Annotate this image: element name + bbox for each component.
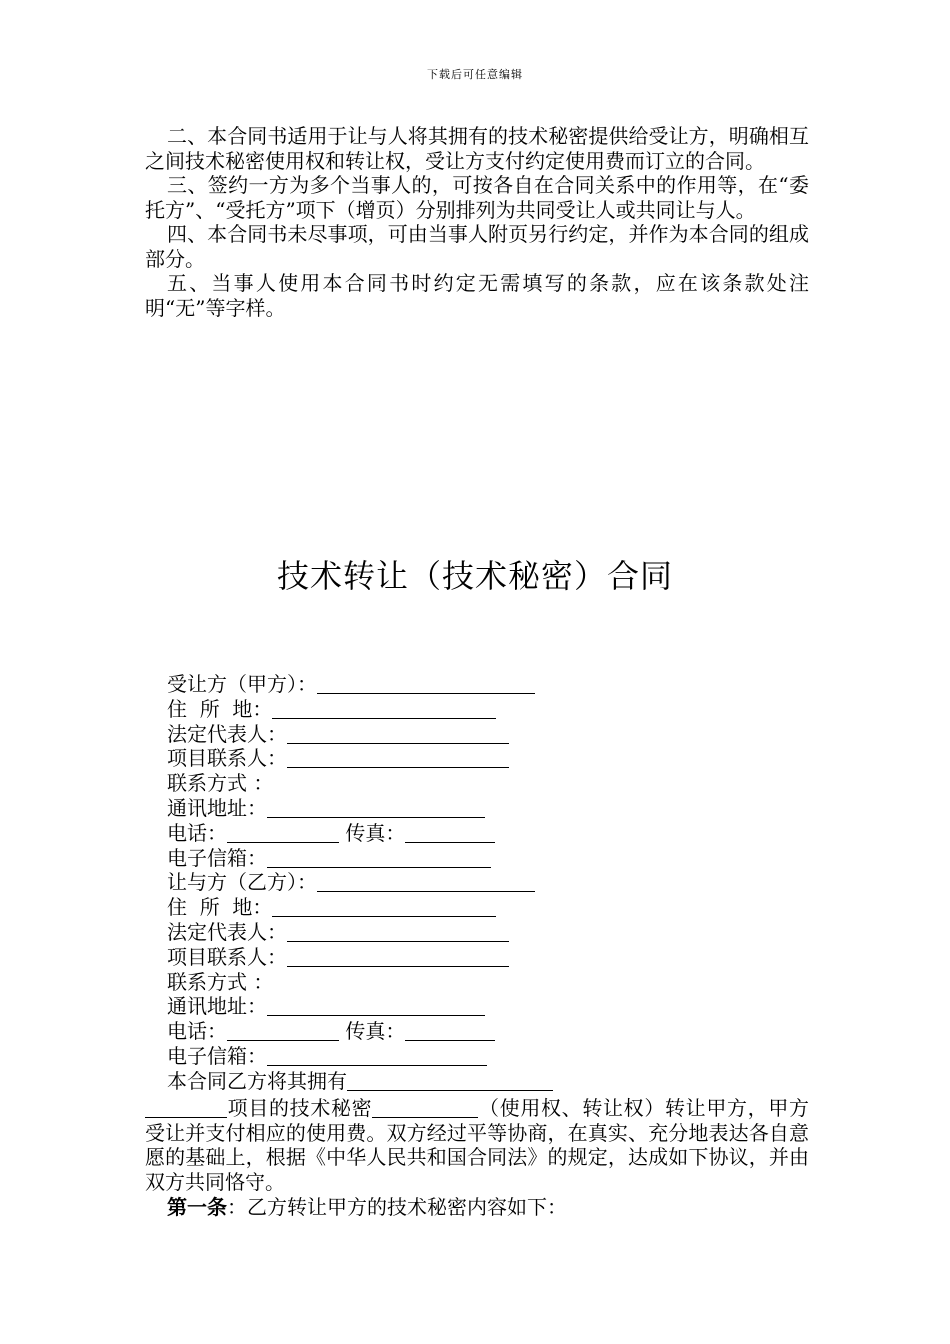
party-a-email-label: 电子信箱： xyxy=(167,845,267,870)
party-a-mail-address-label: 通讯地址： xyxy=(167,795,267,820)
party-b-address-field[interactable] xyxy=(272,897,496,917)
party-b-email-field[interactable] xyxy=(267,1046,487,1066)
article-1-text: ：乙方转让甲方的技术秘密内容如下： xyxy=(227,1195,567,1219)
party-a-address-label: 住 所 地： xyxy=(167,696,273,721)
party-b-phone-field[interactable] xyxy=(227,1021,339,1041)
party-a-email-field[interactable] xyxy=(267,848,491,868)
article-1-label: 第一条 xyxy=(167,1195,227,1219)
contract-body xyxy=(145,1096,809,1194)
party-b-fax-field[interactable] xyxy=(405,1021,495,1041)
party-a-phone-fax-row xyxy=(167,821,807,846)
intro-text: 本合同乙方将其拥有 xyxy=(167,1068,347,1093)
party-b-contact-person-row xyxy=(167,945,807,970)
party-b-contact-method-row xyxy=(167,970,807,995)
body-paragraph xyxy=(145,1096,809,1194)
note-item: 四、本合同书未尽事项，可由当事人附页另行约定，并作为本合同的组成部分。 xyxy=(145,222,809,271)
body-text-a: 项目的技术秘密 xyxy=(227,1096,373,1120)
party-info-form xyxy=(167,672,807,1094)
party-b-contact-person-label: 项目联系人： xyxy=(167,944,287,969)
party-a-heading: 受让方（甲方）： xyxy=(167,672,317,696)
party-b-fax-label: 传真： xyxy=(345,1019,406,1044)
body-text-b: （使用权、转让权）转让甲方，甲方受让并支付相应的使用费。双方经过平等协商，在真实、充分地表达各自意愿的基础上，根据《中华人民共和国合同法》的规定，达成如下协议，并由双方共同恪守。 xyxy=(145,1096,810,1194)
intro-row xyxy=(167,1069,807,1094)
party-b-contact-method-label: 联系方式 ： xyxy=(167,969,274,994)
party-a-contact-person-row xyxy=(167,746,807,771)
party-a-legal-rep-label: 法定代表人： xyxy=(167,721,287,746)
party-b-phone-label: 电话： xyxy=(167,1019,227,1044)
party-a-contact-method-row xyxy=(167,771,807,796)
note-item: 二、本合同书适用于让与人将其拥有的技术秘密提供给受让方，明确相互之间技术秘密使用权和转让权，受让方支付约定使用费而订立的合同。 xyxy=(145,124,809,173)
party-a-mail-address-field[interactable] xyxy=(267,798,485,818)
party-a-heading-row xyxy=(167,672,807,697)
right-type-field[interactable] xyxy=(372,1098,478,1118)
note-item: 三、签约一方为多个当事人的，可按各自在合同关系中的作用等，在“委托方”、“受托方”项下（增页）分别排列为共同受让人或共同让与人。 xyxy=(145,173,809,222)
party-a-fax-field[interactable] xyxy=(405,823,495,843)
party-b-phone-fax-row xyxy=(167,1019,807,1044)
party-b-email-row xyxy=(167,1044,807,1069)
contract-title: 技术转让（技术秘密）合同 xyxy=(276,557,673,595)
party-b-address-row xyxy=(167,895,807,920)
note-item: 五、当事人使用本合同书时约定无需填写的条款，应在该条款处注明“无”等字样。 xyxy=(145,271,809,320)
instruction-notes xyxy=(145,124,809,320)
project-name-field[interactable] xyxy=(145,1098,227,1118)
party-b-mail-address-field[interactable] xyxy=(267,996,485,1016)
party-b-email-label: 电子信箱： xyxy=(167,1043,267,1068)
party-a-legal-rep-field[interactable] xyxy=(287,724,509,744)
party-a-contact-method-label: 联系方式 ： xyxy=(167,771,274,796)
party-a-mail-address-row xyxy=(167,796,807,821)
party-a-address-field[interactable] xyxy=(272,699,496,719)
party-a-email-row xyxy=(167,846,807,871)
party-b-contact-person-field[interactable] xyxy=(287,947,509,967)
page-header: 下载后可任意编辑 xyxy=(427,68,523,81)
party-b-mail-address-row xyxy=(167,994,807,1019)
owned-item-field[interactable] xyxy=(347,1071,553,1091)
party-a-phone-label: 电话： xyxy=(167,820,227,845)
party-b-legal-rep-label: 法定代表人： xyxy=(167,919,287,944)
party-b-mail-address-label: 通讯地址： xyxy=(167,994,267,1019)
party-a-phone-field[interactable] xyxy=(227,823,339,843)
party-a-fax-label: 传真： xyxy=(345,820,406,845)
party-b-name-field[interactable] xyxy=(317,872,535,892)
party-b-heading-row xyxy=(167,870,807,895)
party-a-name-field[interactable] xyxy=(317,674,535,694)
party-b-legal-rep-row xyxy=(167,920,807,945)
party-b-address-label: 住 所 地： xyxy=(167,895,273,920)
party-a-legal-rep-row xyxy=(167,722,807,747)
party-a-contact-person-field[interactable] xyxy=(287,748,509,768)
party-b-legal-rep-field[interactable] xyxy=(287,922,509,942)
article-1 xyxy=(167,1195,567,1220)
party-a-address-row xyxy=(167,697,807,722)
party-a-contact-person-label: 项目联系人： xyxy=(167,746,287,771)
party-b-heading: 让与方（乙方）： xyxy=(167,870,317,895)
